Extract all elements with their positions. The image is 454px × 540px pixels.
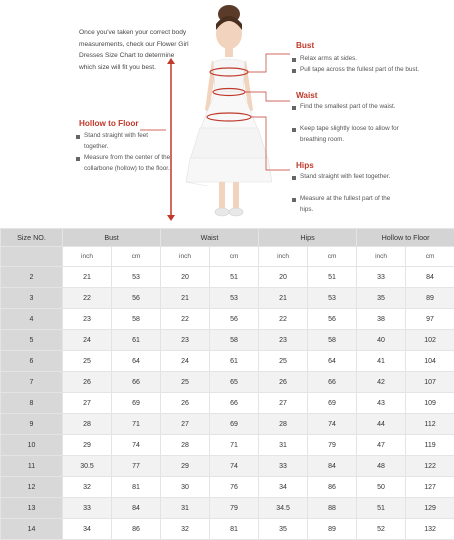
size-cell: 3 xyxy=(1,288,63,309)
value-cell: 74 xyxy=(210,456,259,477)
table-row xyxy=(1,330,454,351)
value-cell: 65 xyxy=(210,372,259,393)
value-cell: 27 xyxy=(161,414,210,435)
unit-header: cm xyxy=(406,247,454,267)
value-cell: 27 xyxy=(63,393,112,414)
value-cell: 81 xyxy=(210,519,259,540)
size-chart-table-wrap xyxy=(0,228,454,540)
value-cell: 132 xyxy=(406,519,454,540)
unit-header: inch xyxy=(259,247,308,267)
value-cell: 33 xyxy=(259,456,308,477)
waist-leader xyxy=(245,92,290,101)
size-cell: 14 xyxy=(1,519,63,540)
group-header-waist: Waist xyxy=(161,229,259,247)
table-row xyxy=(1,456,454,477)
hips-bullet-2: Measure at the fullest part of the hips. xyxy=(292,194,400,215)
hollow-bullet-2: Measure from the center of the collarbone (hollow) to the floor. xyxy=(76,153,174,174)
value-cell: 64 xyxy=(308,351,357,372)
value-cell: 66 xyxy=(112,372,161,393)
hollow-bullet-1: Stand straight with feet together. xyxy=(76,131,174,152)
value-cell: 34 xyxy=(259,477,308,498)
value-cell: 21 xyxy=(259,288,308,309)
waist-bullet-2: Keep tape slightly loose to allow for breathing room. xyxy=(292,124,416,145)
size-cell: 6 xyxy=(1,351,63,372)
value-cell: 77 xyxy=(112,456,161,477)
value-cell: 23 xyxy=(259,330,308,351)
hips-title: Hips xyxy=(296,161,314,170)
value-cell: 44 xyxy=(357,414,406,435)
value-cell: 129 xyxy=(406,498,454,519)
value-cell: 69 xyxy=(112,393,161,414)
value-cell: 31 xyxy=(161,498,210,519)
value-cell: 50 xyxy=(357,477,406,498)
value-cell: 22 xyxy=(161,309,210,330)
size-cell: 9 xyxy=(1,414,63,435)
group-header-bust: Bust xyxy=(63,229,161,247)
table-row xyxy=(1,477,454,498)
value-cell: 88 xyxy=(308,498,357,519)
value-cell: 52 xyxy=(357,519,406,540)
shoe-left xyxy=(215,208,229,216)
size-chart-body xyxy=(1,267,454,540)
value-cell: 20 xyxy=(161,267,210,288)
value-cell: 58 xyxy=(112,309,161,330)
value-cell: 51 xyxy=(210,267,259,288)
value-cell: 28 xyxy=(259,414,308,435)
table-unit-header-row xyxy=(1,247,454,267)
bust-leader xyxy=(248,54,290,72)
value-cell: 69 xyxy=(308,393,357,414)
value-cell: 29 xyxy=(161,456,210,477)
value-cell: 32 xyxy=(63,477,112,498)
value-cell: 79 xyxy=(210,498,259,519)
value-cell: 38 xyxy=(357,309,406,330)
value-cell: 74 xyxy=(308,414,357,435)
value-cell: 21 xyxy=(161,288,210,309)
value-cell: 56 xyxy=(210,309,259,330)
value-cell: 22 xyxy=(63,288,112,309)
value-cell: 97 xyxy=(406,309,454,330)
size-cell: 7 xyxy=(1,372,63,393)
value-cell: 53 xyxy=(210,288,259,309)
value-cell: 24 xyxy=(63,330,112,351)
value-cell: 47 xyxy=(357,435,406,456)
table-row xyxy=(1,519,454,540)
bust-bullet-1: Relax arms at sides. xyxy=(292,54,430,65)
value-cell: 25 xyxy=(259,351,308,372)
value-cell: 119 xyxy=(406,435,454,456)
unit-header: cm xyxy=(210,247,259,267)
value-cell: 74 xyxy=(112,435,161,456)
value-cell: 42 xyxy=(357,372,406,393)
group-header-hollow: Hollow to Floor xyxy=(357,229,454,247)
value-cell: 79 xyxy=(308,435,357,456)
intro-text: Once you've taken your correct body measurements, check our Flower Girl Dresses Size Chart to determine which size will fit you best. xyxy=(79,27,189,74)
value-cell: 89 xyxy=(308,519,357,540)
table-row xyxy=(1,288,454,309)
value-cell: 102 xyxy=(406,330,454,351)
shoe-right xyxy=(229,208,243,216)
value-cell: 71 xyxy=(112,414,161,435)
value-cell: 48 xyxy=(357,456,406,477)
unit-header: inch xyxy=(63,247,112,267)
value-cell: 30 xyxy=(161,477,210,498)
value-cell: 34.5 xyxy=(259,498,308,519)
arrow-down-icon xyxy=(167,215,175,221)
unit-header: cm xyxy=(308,247,357,267)
value-cell: 109 xyxy=(406,393,454,414)
table-row xyxy=(1,267,454,288)
value-cell: 41 xyxy=(357,351,406,372)
value-cell: 21 xyxy=(63,267,112,288)
value-cell: 61 xyxy=(210,351,259,372)
unit-header: cm xyxy=(112,247,161,267)
waist-title: Waist xyxy=(296,91,318,100)
value-cell: 29 xyxy=(63,435,112,456)
value-cell: 34 xyxy=(63,519,112,540)
value-cell: 31 xyxy=(259,435,308,456)
size-cell: 10 xyxy=(1,435,63,456)
size-cell: 5 xyxy=(1,330,63,351)
value-cell: 58 xyxy=(308,330,357,351)
value-cell: 81 xyxy=(112,477,161,498)
value-cell: 53 xyxy=(112,267,161,288)
value-cell: 122 xyxy=(406,456,454,477)
hollow-title: Hollow to Floor xyxy=(79,119,139,128)
dress-skirt xyxy=(186,158,272,186)
unit-header: inch xyxy=(161,247,210,267)
value-cell: 26 xyxy=(259,372,308,393)
value-cell: 28 xyxy=(63,414,112,435)
value-cell: 89 xyxy=(406,288,454,309)
value-cell: 86 xyxy=(112,519,161,540)
value-cell: 43 xyxy=(357,393,406,414)
value-cell: 51 xyxy=(308,267,357,288)
value-cell: 84 xyxy=(406,267,454,288)
value-cell: 23 xyxy=(161,330,210,351)
table-row xyxy=(1,309,454,330)
value-cell: 61 xyxy=(112,330,161,351)
size-cell: 12 xyxy=(1,477,63,498)
value-cell: 84 xyxy=(308,456,357,477)
table-row xyxy=(1,393,454,414)
hips-bullet-1: Stand straight with feet together. xyxy=(292,172,396,183)
value-cell: 51 xyxy=(357,498,406,519)
value-cell: 56 xyxy=(308,309,357,330)
table-group-header-row xyxy=(1,229,454,247)
value-cell: 26 xyxy=(161,393,210,414)
value-cell: 66 xyxy=(308,372,357,393)
table-row xyxy=(1,351,454,372)
value-cell: 71 xyxy=(210,435,259,456)
value-cell: 25 xyxy=(161,372,210,393)
size-cell: 13 xyxy=(1,498,63,519)
bust-bullet-2: Pull tape across the fullest part of the bust. xyxy=(292,65,424,76)
table-row xyxy=(1,372,454,393)
size-unit-blank xyxy=(1,247,63,267)
value-cell: 27 xyxy=(259,393,308,414)
bust-title: Bust xyxy=(296,41,314,50)
table-row xyxy=(1,498,454,519)
value-cell: 33 xyxy=(357,267,406,288)
value-cell: 64 xyxy=(112,351,161,372)
value-cell: 76 xyxy=(210,477,259,498)
measurement-guide xyxy=(0,0,454,228)
value-cell: 112 xyxy=(406,414,454,435)
value-cell: 84 xyxy=(112,498,161,519)
size-cell: 4 xyxy=(1,309,63,330)
value-cell: 40 xyxy=(357,330,406,351)
value-cell: 26 xyxy=(63,372,112,393)
value-cell: 66 xyxy=(210,393,259,414)
value-cell: 35 xyxy=(259,519,308,540)
value-cell: 20 xyxy=(259,267,308,288)
value-cell: 69 xyxy=(210,414,259,435)
size-cell: 8 xyxy=(1,393,63,414)
value-cell: 32 xyxy=(161,519,210,540)
size-cell: 11 xyxy=(1,456,63,477)
size-chart-table xyxy=(0,228,454,540)
group-header-hips: Hips xyxy=(259,229,357,247)
value-cell: 25 xyxy=(63,351,112,372)
value-cell: 28 xyxy=(161,435,210,456)
value-cell: 33 xyxy=(63,498,112,519)
unit-header: inch xyxy=(357,247,406,267)
value-cell: 23 xyxy=(63,309,112,330)
value-cell: 30.5 xyxy=(63,456,112,477)
value-cell: 107 xyxy=(406,372,454,393)
size-header: Size NO. xyxy=(1,229,63,247)
value-cell: 35 xyxy=(357,288,406,309)
value-cell: 24 xyxy=(161,351,210,372)
table-row xyxy=(1,435,454,456)
value-cell: 104 xyxy=(406,351,454,372)
value-cell: 53 xyxy=(308,288,357,309)
value-cell: 22 xyxy=(259,309,308,330)
waist-bullet-1: Find the smallest part of the waist. xyxy=(292,102,410,113)
size-cell: 2 xyxy=(1,267,63,288)
table-row xyxy=(1,414,454,435)
value-cell: 86 xyxy=(308,477,357,498)
value-cell: 56 xyxy=(112,288,161,309)
value-cell: 127 xyxy=(406,477,454,498)
value-cell: 58 xyxy=(210,330,259,351)
